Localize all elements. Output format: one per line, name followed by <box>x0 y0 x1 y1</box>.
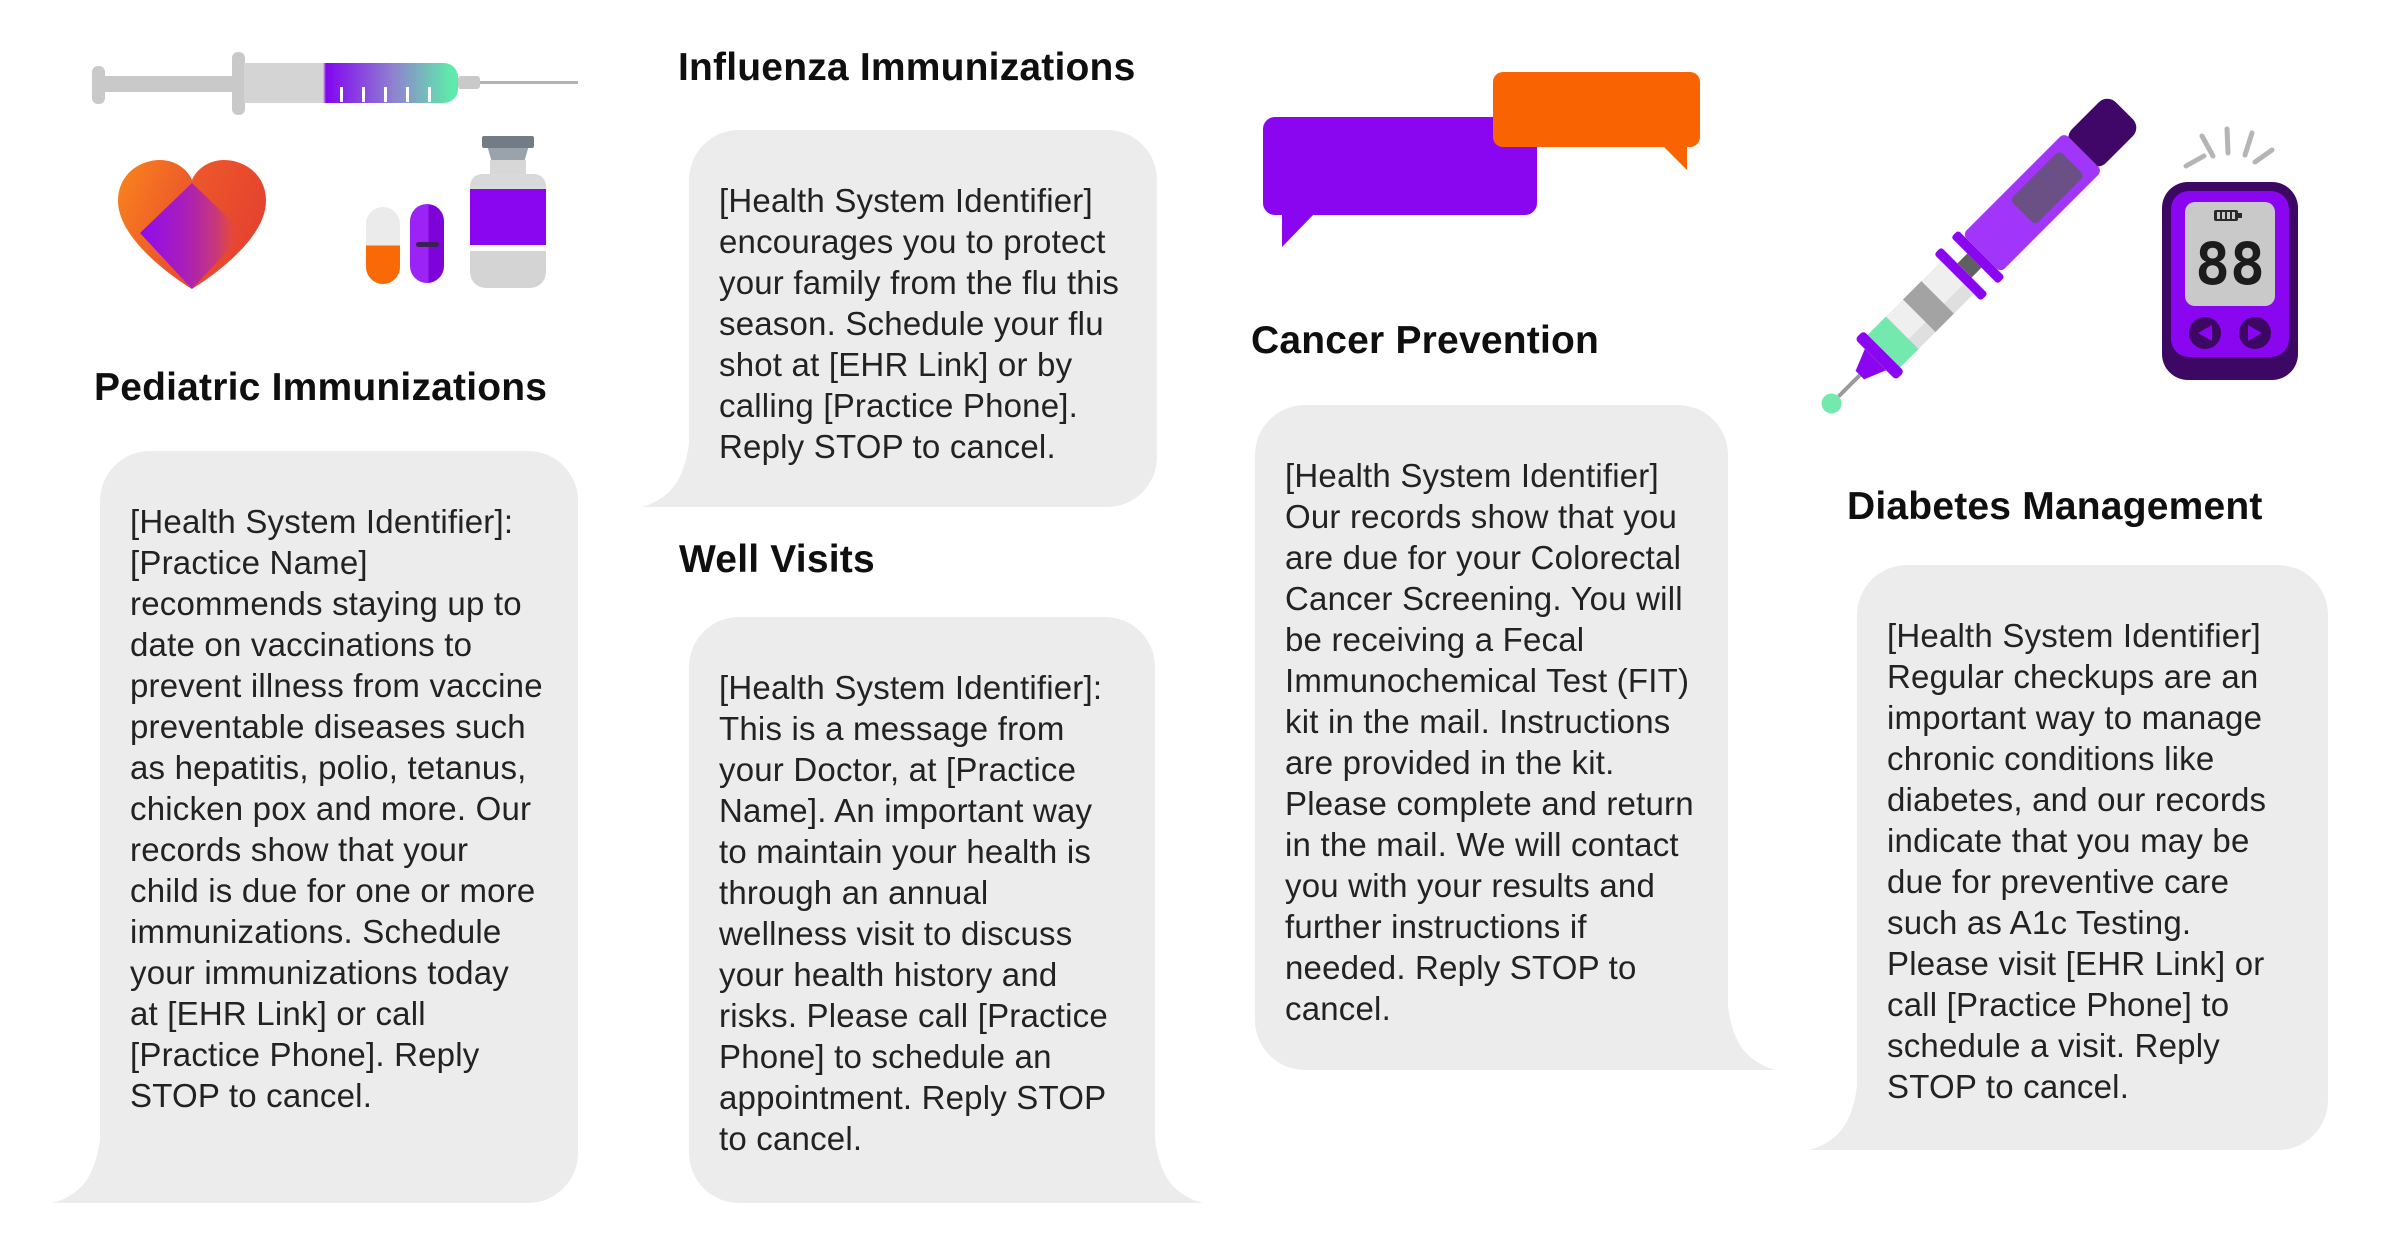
orange-chat-bubble <box>1493 72 1700 147</box>
bubble-tail <box>1726 982 1776 1070</box>
section-title-diabetes: Diabetes Management <box>1847 485 2263 528</box>
insulin-pen-icon <box>1770 35 2210 475</box>
pills-icon <box>366 204 456 286</box>
section-title-pediatric: Pediatric Immunizations <box>94 366 548 409</box>
vial-neck <box>490 160 526 175</box>
section-title-cancer: Cancer Prevention <box>1251 319 1600 362</box>
message-text: [Health System Identifier]: [Practice Name] recommends staying up to date on vaccinations to prevent illness from vaccine preventable diseases such as hepatitis, polio, tetanus, chicken pox and more. Our records show that your child is due for one or more immunizations. Schedule your immunizations today at [EHR Link] or call [Practice Phone]. Reply STOP to cancel. <box>130 503 543 1114</box>
message-bubble-diabetes <box>1857 565 2328 1150</box>
bubble-tail <box>1153 1115 1203 1203</box>
heart-icon <box>110 155 274 291</box>
message-text: [Health System Identifier] Our records show that you are due for your Colorectal Cancer Screening. You will be receiving a Fecal Immunochemical Test (FIT) kit in the mail. Instructions are provided in the kit. Please complete and return in the mail. We will contact you with your results and further instructions if needed. Reply STOP to cancel. <box>1285 457 1694 1027</box>
message-bubble-pediatric <box>100 451 578 1203</box>
message-bubble-well-visits <box>689 617 1155 1203</box>
syringe-needle <box>480 81 578 84</box>
message-bubble-influenza <box>689 130 1157 507</box>
syringe-plunger-rod <box>102 76 236 92</box>
message-text: [Health System Identifier]: This is a message from your Doctor, at [Practice Name]. An important way to maintain your health is through an annual wellness visit to discuss your health history and risks. Please call [Practice Phone] to schedule an appointment. Reply STOP to cancel. <box>719 669 1108 1157</box>
section-title-influenza: Influenza Immunizations <box>678 46 1136 89</box>
message-text: [Health System Identifier] Regular checkups are an important way to manage chronic conditions like diabetes, and our records indicate that you may be due for preventive care such as A1c Testing. Please visit [EHR Link] or call [Practice Phone] to schedule a visit. Reply STOP to cancel. <box>1887 617 2267 1105</box>
syringe-nozzle <box>458 76 480 89</box>
bubble-tail <box>641 419 691 507</box>
meter-display-value: 88 <box>2195 230 2265 298</box>
glucose-meter-icon <box>2158 120 2302 386</box>
message-bubble-cancer <box>1255 405 1728 1070</box>
message-text: [Health System Identifier] encourages you to protect your family from the flu this season. Schedule your flu shot at [EHR Link] or by calling [Practice Phone]. Reply STOP to cancel. <box>719 182 1120 465</box>
orange-chat-bubble-tail <box>1663 146 1687 170</box>
purple-chat-bubble-tail <box>1282 214 1314 247</box>
bubble-tail <box>1809 1062 1859 1150</box>
vial-cap <box>486 148 530 160</box>
vial-body <box>470 174 546 288</box>
section-title-well-visits: Well Visits <box>679 538 875 581</box>
bubble-tail <box>52 1115 102 1203</box>
syringe-icon <box>92 50 592 112</box>
syringe-barrel <box>244 63 458 103</box>
vial-cap-rim <box>482 136 534 148</box>
burst-lines-icon <box>2186 129 2272 166</box>
chat-bubbles-icon <box>1263 72 1703 250</box>
capsule-orange-white <box>366 207 400 284</box>
vaccine-vial-icon <box>470 136 546 288</box>
capsule-score-line <box>416 242 439 247</box>
